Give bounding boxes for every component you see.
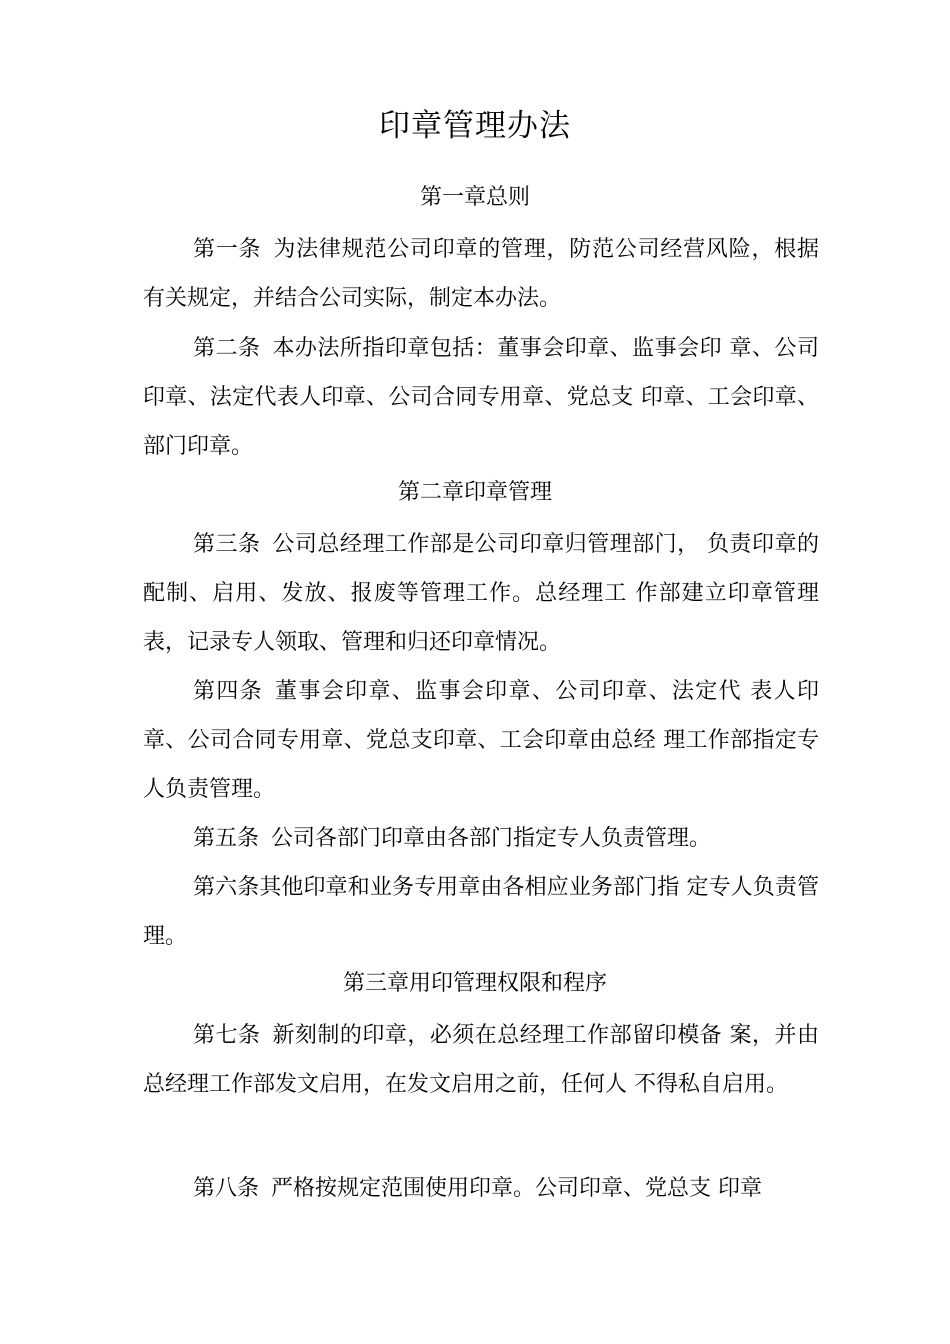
article-5-number: 第五条 — [193, 826, 260, 851]
article-5 — [143, 814, 819, 863]
article-3 — [143, 520, 819, 667]
article-8 — [143, 1164, 819, 1213]
article-4-number: 第四条 — [193, 679, 264, 704]
article-2-number: 第二条 — [193, 336, 261, 361]
article-8-text: 严格按规定范围使用印章。公司印章、党总支 印章 — [271, 1176, 763, 1201]
article-7 — [143, 1011, 819, 1109]
article-1-text: 为法律规范公司印章的管理，防范公司经营风险，根据有关规定，并结合公司实际，制定本办法。 — [143, 237, 819, 311]
article-1-number: 第一条 — [193, 237, 262, 262]
article-3-number: 第三条 — [193, 532, 261, 557]
document-title: 印章管理办法 — [379, 108, 571, 144]
article-2 — [143, 324, 819, 471]
article-7-number: 第七条 — [193, 1023, 261, 1048]
article-4 — [143, 667, 819, 814]
article-5-text: 公司各部门印章由各部门指定专人负责管理。 — [271, 826, 712, 851]
article-2-text: 本办法所指印章包括：董事会印章、监事会印 章、公司印章、法定代表人印章、公司合同专用章、党总支 印章、工会印章、部门印章。 — [143, 336, 819, 459]
article-4-text: 董事会印章、监事会印章、公司印章、法定代 表人印章、公司合同专用章、党总支印章、工会印章由总经 理工作部指定专人负责管理。 — [143, 679, 819, 802]
article-8-number: 第八条 — [193, 1176, 260, 1201]
article-6-text: 第六条其他印章和业务专用章由各相应业务部门指 定专人负责管理。 — [143, 875, 819, 949]
article-3-text: 公司总经理工作部是公司印章归管理部门， 负责印章的配制、启用、发放、报废等管理工作。总经理工 作部建立印章管理表，记录专人领取、管理和归还印章情况。 — [143, 532, 819, 655]
article-7-text: 新刻制的印章，必须在总经理工作部留印模备 案，并由总经理工作部发文启用，在发文启用之前，任何人 不得私自启用。 — [143, 1023, 819, 1097]
chapter-1-heading: 第一章总则 — [419, 185, 530, 210]
chapter-3-heading: 第三章用印管理权限和程序 — [342, 971, 607, 996]
chapter-2-heading: 第二章印章管理 — [397, 480, 552, 505]
article-1 — [143, 225, 819, 323]
article-6 — [143, 863, 819, 961]
